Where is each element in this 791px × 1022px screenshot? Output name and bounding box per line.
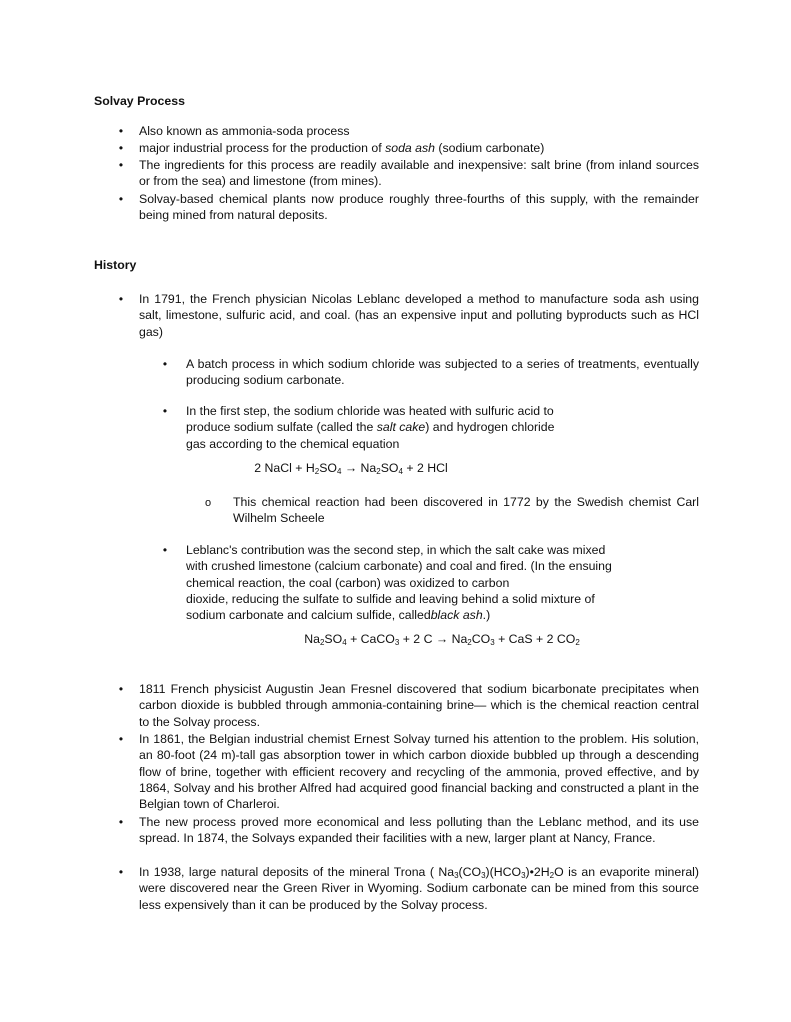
- bullet-icon: •: [118, 865, 124, 879]
- section-heading-history: History: [94, 258, 137, 272]
- bullet-icon: •: [118, 124, 124, 138]
- soda-ash-term: soda ash: [385, 141, 435, 155]
- history-scheele: This chemical reaction had been discovered in 1772 by the Swedish chemist Carl Wilhelm Scheele: [233, 495, 699, 526]
- circle-bullet-icon: o: [205, 497, 212, 509]
- solvay-bullet-2: major industrial process for the production of soda ash (sodium carbonate): [139, 141, 545, 155]
- history-batch-process: A batch process in which sodium chloride was subjected to a series of treatments, eventually producing sodium carbonate.: [186, 357, 699, 388]
- equation-1: 2 NaCl + $H_2SO_4 \to Na_2SO_4 + 2$ HCl: [254, 461, 448, 476]
- history-new-process: The new process proved more economical and less polluting than the Leblanc method, and its use spread. In 1874, the Solvays expanded their facilities with a new, larger plant at Nancy, France.: [139, 815, 699, 846]
- black-ash-term: black ash: [430, 608, 483, 623]
- history-second-step: Leblanc's contribution was the second step, in which the salt cake was mixed with crushed limestone (calcium carbonate) and coal and fired. (In the ensuing chemical reaction, the coal (carbon) was oxidized to carbon dioxide, reducing the sulfate to sulfide and leaving behind a solid mixture of sodium carbonate and calcium sulfide, calledblack ash.): [186, 543, 612, 623]
- history-first-step: In the first step, the sodium chloride was heated with sulfuric acid to produce sodium sulfate (called the salt cake) and hydrogen chloride gas according to the chemical equation: [186, 404, 555, 451]
- salt-cake-term: salt cake: [376, 420, 426, 435]
- solvay-bullet-3: The ingredients for this process are readily available and inexpensive: salt brine (from inland sources or from the sea) and limestone (from mines).: [139, 158, 699, 189]
- history-fresnel: 1811 French physicist Augustin Jean Fresnel discovered that sodium bicarbonate precipitates when carbon dioxide is bubbled through ammonia-containing brine— which is the chemical reaction central to the Solvay process.: [139, 682, 699, 729]
- bullet-icon: •: [162, 357, 168, 371]
- history-solvay-1861: In 1861, the Belgian industrial chemist Ernest Solvay turned his attention to the problem. His solution, an 80-foot (24 m)-tall gas absorption tower in which carbon dioxide bubbled up through a descending flow of brine, together with efficient recovery and recycling of the ammonia, proved effective, and by 1864, Solvay and his brother Alfred had acquired good financial backing and constructed a plant in the Belgian town of Charleroi.: [139, 732, 699, 812]
- solvay-bullet-4: Solvay-based chemical plants now produce roughly three-fourths of this supply, with the remainder being mined from natural deposits.: [139, 192, 699, 223]
- equation-2: $Na_2SO_4$ + CaCO$_3$ + 2 $C \to Na_2CO_3$ + CaS + 2 $CO_2$: [304, 632, 580, 647]
- bullet-icon: •: [162, 543, 168, 557]
- bullet-icon: •: [118, 192, 124, 206]
- bullet-icon: •: [118, 815, 124, 829]
- bullet-icon: •: [162, 404, 168, 418]
- bullet-icon: •: [118, 158, 124, 172]
- bullet-icon: •: [118, 141, 124, 155]
- history-trona: In 1938, large natural deposits of the mineral Trona ( $Na_3(CO_3)(HCO_3)•2H_2O$ is an evaporite mineral) were discovered near the Green River in Wyoming. Sodium carbonate can be mined from this source less expensively than it can be produced by the Solvay process.: [139, 865, 699, 912]
- section-heading-solvay: Solvay Process: [94, 94, 185, 108]
- bullet-icon: •: [118, 682, 124, 696]
- history-leblanc-intro: In 1791, the French physician Nicolas Leblanc developed a method to manufacture soda ash using salt, limestone, sulfuric acid, and coal. (has an expensive input and polluting byproducts such as HCl gas): [139, 292, 699, 339]
- bullet-icon: •: [118, 292, 124, 306]
- solvay-bullet-1: Also known as ammonia-soda process: [139, 124, 350, 138]
- bullet-icon: •: [118, 732, 124, 746]
